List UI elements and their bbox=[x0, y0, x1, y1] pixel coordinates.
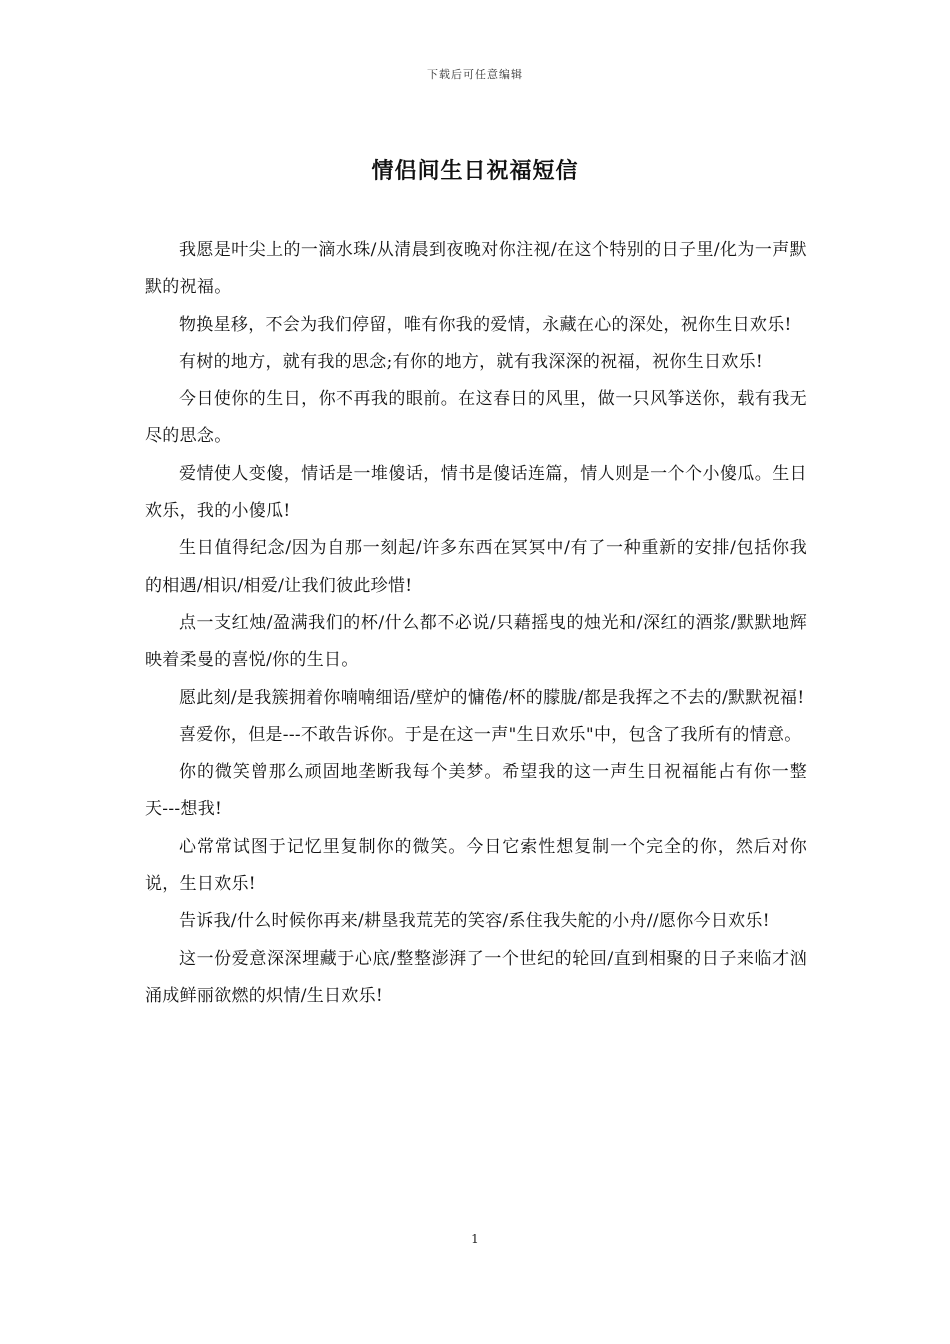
paragraph: 物换星移，不会为我们停留，唯有你我的爱情，永藏在心的深处，祝你生日欢乐! bbox=[179, 314, 792, 335]
paragraph: 心常常试图于记忆里复制你的微笑。今日它索性想复制一个完全的你，然后对你说，生日欢乐! bbox=[145, 836, 807, 895]
paragraph: 点一支红烛/盈满我们的杯/什么都不必说/只藉摇曳的烛光和/深红的酒浆/默默地辉映着柔曼的喜悦/你的生日。 bbox=[145, 612, 807, 671]
header-note: 下载后可任意编辑 bbox=[427, 68, 523, 81]
document-body bbox=[145, 232, 807, 1015]
paragraph: 这一份爱意深深埋藏于心底/整整澎湃了一个世纪的轮回/直到相聚的日子来临才汹涌成鲜丽欲燃的炽情/生日欢乐! bbox=[145, 948, 807, 1006]
paragraph: 你的微笑曾那么顽固地垄断我每个美梦。希望我的这一声生日祝福能占有你一整天---想我! bbox=[145, 762, 807, 820]
paragraph: 今日使你的生日，你不再我的眼前。在这春日的风里，做一只风筝送你，载有我无尽的思念。 bbox=[145, 389, 807, 447]
paragraph: 生日值得纪念/因为自那一刻起/许多东西在冥冥中/有了一种重新的安排/包括你我的相遇/相识/相爱/让我们彼此珍惜! bbox=[145, 538, 807, 596]
paragraph: 有树的地方，就有我的思念;有你的地方，就有我深深的祝福，祝你生日欢乐! bbox=[179, 351, 764, 372]
paragraph: 愿此刻/是我簇拥着你喃喃细语/壁炉的慵倦/杯的朦胧/都是我挥之不去的/默默祝福! bbox=[179, 687, 805, 708]
paragraph: 爱情使人变傻，情话是一堆傻话，情书是傻话连篇，情人则是一个个小傻瓜。生日欢乐，我的小傻瓜! bbox=[145, 463, 807, 522]
paragraph: 告诉我/什么时候你再来/耕垦我荒芜的笑容/系住我失舵的小舟//愿你今日欢乐! bbox=[179, 911, 770, 932]
paragraph: 我愿是叶尖上的一滴水珠/从清晨到夜晚对你注视/在这个特别的日子里/化为一声默默的祝福。 bbox=[145, 240, 807, 298]
paragraph: 喜爱你，但是---不敢告诉你。于是在这一声"生日欢乐"中，包含了我所有的情意。 bbox=[179, 724, 802, 745]
page-number: 1 bbox=[471, 1232, 479, 1246]
page-title: 情侣间生日祝福短信 bbox=[371, 159, 579, 184]
